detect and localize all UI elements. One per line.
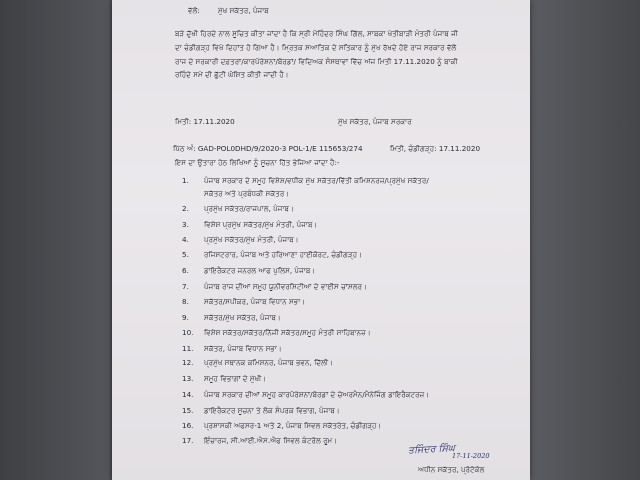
list-item-text: ਸਕੱਤਰ/ਮੁੱਖ ਸਕੱਤਰ, ਪੰਜਾਬ।: [204, 313, 281, 322]
reference-number: ਪਿੱਠ ਅੰ: GAD-POL0DHD/9/2020-3 POL-1/E 115653/274: [173, 144, 363, 153]
handwritten-signature-date: 17-11-2020: [452, 452, 490, 460]
list-item-text: ਇੰਚਾਰਜ, ਸੀ.ਆਈ.ਐਸ.ਐਫ ਸਿਵਲ ਕੰਟਰੋਲ ਰੂਮ।: [204, 436, 338, 445]
list-item-text-cont: ਸਕੱਤਰ ਅਤੇ ਪ੍ਰਬੰਧਕੀ ਸਕੱਤਰ।: [204, 189, 290, 198]
list-item-text: ਰਜਿਸਟਰਾਰ, ਪੰਜਾਬ ਅਤੇ ਹਰਿਆਣਾ ਹਾਈਕੋਰਟ, ਚੰਡੀਗੜ੍ਹ।: [204, 250, 362, 259]
list-item-number: 9.: [182, 313, 189, 322]
list-item-number: 13.: [182, 374, 194, 383]
issue-date: ਮਿਤੀ: 17.11.2020: [175, 117, 235, 126]
handwritten-signature: ਤਜਿੰਦਰ ਸਿੰਘ: [407, 442, 456, 457]
list-item-number: 14.: [182, 390, 194, 399]
list-item-number: 11.: [182, 344, 194, 353]
list-item-number: 3.: [182, 220, 189, 229]
list-item-number: 4.: [182, 235, 189, 244]
notice-paragraph: ਬੜੇ ਦੁੱਖੀ ਹਿਰਦੇ ਨਾਲ ਸੂਚਿਤ ਕੀਤਾ ਜਾਂਦਾ ਹੈ ਕਿ ਸ੍ਰੀ ਮੋਹਿੰਦਰ ਸਿੰਘ ਗਿੱਲ, ਸਾਬਕਾ ਖੇਤੀਬਾੜੀ ਮੰਤਰੀ ਪੰਜਾਬ ਜੀ ਦਾ ਚੰਡੀਗੜ੍ਹ ਵਿਖੇ ਦਿਹਾਂਤ ਹੋ ਗਿਆ ਹੈ। ਮ੍ਰਿਤਕ ਸਆਤਿਕ ਦੇ ਸਤਿਕਾਰ ਨੂੰ ਮੁੱਖ ਰੱਖਦੇ ਹੋਏ ਰਾਜ ਸਰਕਾਰ ਵੱਲੋਂ ਰਾਜ ਦੇ ਸਰਕਾਰੀ ਦਫ਼ਤਰਾਂ/ਕਾਰਪੋਰੇਸ਼ਨਾਂ/ਬੋਰਡਾਂ/ ਵਿਦਿਅਕ ਸੰਸਥਾਵਾਂ ਵਿੱਚ ਅੱਜ ਮਿਤੀ 17.11.2020 ਨੂੰ ਬਾਕੀ ਰਹਿੰਦੇ ਸਮੇਂ ਦੀ ਛੁੱਟੀ ਘੋਸ਼ਿਤ ਕੀਤੀ ਜਾਂਦੀ ਹੈ।: [175, 29, 458, 80]
list-item-number: 8.: [182, 297, 189, 306]
background-right: [528, 0, 640, 480]
distribution-intro: ਇਸ ਦਾ ਉਤਾਰਾ ਹੇਠ ਲਿਖਿਆਂ ਨੂੰ ਸੂਚਨਾ ਹਿੱਤ ਭੇਜਿਆ ਜਾਂਦਾ ਹੈ:-: [175, 158, 340, 167]
list-item-text: ਪ੍ਰਮੁੱਖ ਸਕੱਤਰ/ਮੁੱਖ ਮੰਤਰੀ, ਪੰਜਾਬ।: [204, 235, 299, 244]
list-item-text: ਸਕੱਤਰ, ਪੰਜਾਬ ਵਿਧਾਨ ਸਭਾ।: [204, 344, 282, 353]
list-item-number: 2.: [182, 204, 189, 213]
list-item-text: ਪ੍ਰਸ਼ਾਸਕੀ ਅਫਸਰ-1 ਅਤੇ 2, ਪੰਜਾਬ ਸਿਵਲ ਸਕੱਤਰੇਤ, ਚੰਡੀਗੜ੍ਹ।: [204, 421, 382, 430]
list-item-text: ਡਾਇਰੈਕਟਰ ਜਨਰਲ ਆਫ ਪੁਲਿਸ, ਪੰਜਾਬ।: [204, 266, 316, 275]
list-item-number: 1.: [182, 176, 189, 185]
list-item-text: ਪ੍ਰਮੁੱਖ ਸਕੱਤਰ/ਰਾਜਪਾਲ, ਪੰਜਾਬ।: [204, 204, 294, 213]
list-item-number: 15.: [182, 406, 194, 415]
list-item-number: 12.: [182, 358, 194, 367]
list-item-text: ਪੰਜਾਬ ਸਰਕਾਰ ਦੀਆਂ ਸਮੂਹ ਕਾਰਪੋਰੇਸ਼ਨਾਂ/ਬੋਰਡਾਂ ਦੇ ਚੇਅਰਮੈਨ/ਮੈਨੇਜਿੰਗ ਡਾਇਰੈਕਟਰਜ਼।: [204, 390, 430, 399]
background-left: [0, 0, 110, 480]
list-item-text: ਸਮੂਹ ਵਿਭਾਗਾਂ ਦੇ ਮੁੱਖੀ।: [204, 374, 267, 383]
issuer-designation: ਮੁੱਖ ਸਕੱਤਰ, ਪੰਜਾਬ ਸਰਕਾਰ: [338, 117, 412, 126]
signatory-designation: ਅਧੀਨ ਸਕੱਤਰ, ਪ੍ਰੋਟੋਕੋਲ: [418, 465, 485, 474]
list-item-number: 5.: [182, 250, 189, 259]
document-page: [112, 0, 530, 480]
list-item-text: ਪ੍ਰਮੁੱਖ ਸਥਾਨਕ ਕਮਿਸ਼ਨਰ, ਪੰਜਾਬ ਭਵਨ, ਦਿੱਲੀ।: [204, 358, 334, 367]
list-item-text: ਵਿਸ਼ੇਸ਼ ਪ੍ਰਮੁੱਖ ਸਕੱਤਰ/ਮੁੱਖ ਮੰਤਰੀ, ਪੰਜਾਬ।: [204, 220, 318, 229]
list-item-number: 6.: [182, 266, 189, 275]
from-label: ਵੱਲੋਂ:: [188, 6, 200, 15]
list-item-number: 17.: [182, 436, 194, 445]
from-value: ਮੁੱਖ ਸਕੱਤਰ, ਪੰਜਾਬ: [218, 6, 269, 15]
reference-date: ਮਿਤੀ, ਚੰਡੀਗੜ੍ਹ: 17.11.2020: [390, 144, 481, 153]
list-item-text: ਵਿਸ਼ੇਸ਼ ਸਕੱਤਰ/ਸਕੱਤਰ/ਨਿੱਜੀ ਸਕੱਤਰ/ਸਮੂਹ ਮੰਤਰੀ ਸਾਹਿਬਾਨਜ਼।: [204, 328, 371, 337]
list-item-text: ਸਕੱਤਰ/ਸਪੀਕਰ, ਪੰਜਾਬ ਵਿਧਾਨ ਸਭਾ।: [204, 297, 306, 306]
list-item-number: 16.: [182, 421, 194, 430]
list-item-number: 7.: [182, 282, 189, 291]
list-item-number: 10.: [182, 328, 194, 337]
list-item-text: ਡਾਇਰੈਕਟਰ ਸੂਚਨਾ ਤੇ ਲੋਕ ਸੰਪਰਕ ਵਿਭਾਗ, ਪੰਜਾਬ।: [204, 406, 340, 415]
list-item-text: ਪੰਜਾਬ ਸਰਕਾਰ ਦੇ ਸਮੂਹ ਵਿਸ਼ੇਸ਼/ਵਧੀਕ ਮੁੱਖ ਸਕੱਤਰ/ਵਿੱਤੀ ਕਮਿਸ਼ਨਰਜ਼/ਪ੍ਰਮੁੱਖ ਸਕੱਤਰ/: [204, 176, 429, 185]
list-item-text: ਪੰਜਾਬ ਰਾਜ ਦੀਆਂ ਸਮੂਹ ਯੂਨੀਵਰਸਿਟੀਆਂ ਦੇ ਵਾਈਸ ਚਾਂਸਲਰ।: [204, 282, 367, 291]
